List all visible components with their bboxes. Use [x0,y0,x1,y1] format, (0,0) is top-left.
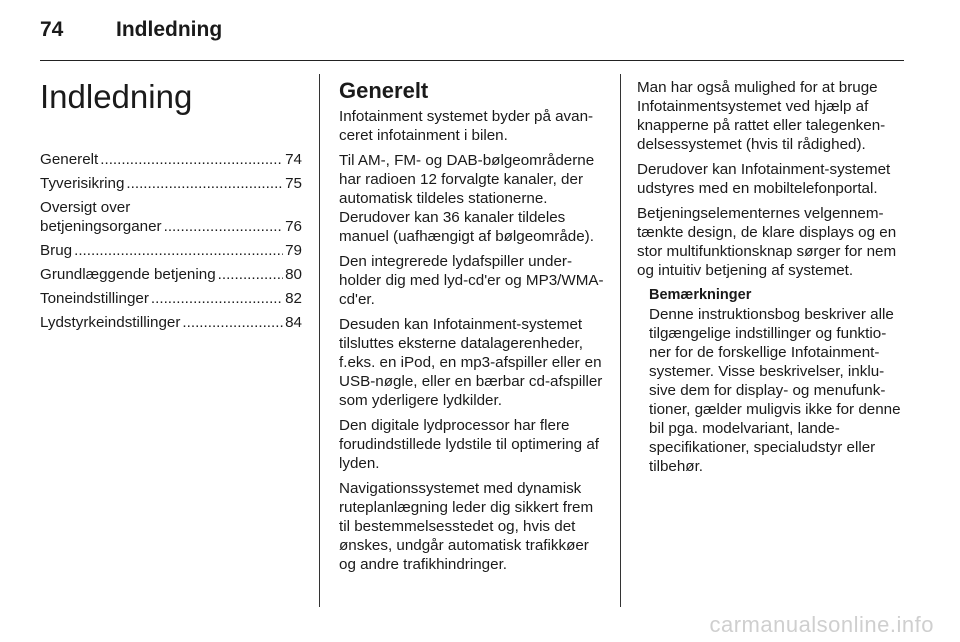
toc-item-grundlaeggende-betjening[interactable]: Grundlæggende betjening ..... 80 [40,265,302,284]
page-number: 74 [40,18,64,41]
section-title: Generelt [339,78,429,103]
column-divider-2 [620,74,621,607]
paragraph: Navigationssystemet med dynamisk ruteplanlægning leder dig sikkert frem til bestemmelsesstedet og, hvis det ønskes, undgår automatisk trafikkøer og andre trafikhindringer. [339,480,594,573]
page-header [40,18,222,42]
toc-item-oversigt[interactable]: Oversigt over betjeningsorganer ..... 76 [40,198,302,236]
running-title: Indledning [116,18,223,41]
header-rule [40,60,904,61]
table-of-contents [40,150,302,332]
column-divider-1 [319,74,320,607]
paragraph: Den digitale lydprocessor har flere forudindstillede lydstile til optimering af lyden. [339,417,600,472]
paragraph: Til AM-, FM- og DAB-bølgeområderne har radioen 12 forvalgte kanaler, der automatisk tildeles stationerne. Derudover kan 36 kanaler tildeles manuel (uafhængigt af bølgeområde). [339,152,595,245]
toc-item-tyverisikring[interactable]: Tyverisikring ..... 75 [40,174,302,193]
toc-item-generelt[interactable]: Generelt ..... 74 [40,150,302,169]
paragraph: Derudover kan Infotainment-systemet udstyres med en mobiltelefonportal. [637,161,891,197]
paragraph: Betjeningselementernes velgennemtænkte design, de klare displays og en stor multifunktionsknap sørger for nem og intuitiv betjening af systemet. [637,205,897,279]
toc-item-toneindstillinger[interactable]: Toneindstillinger ..... 82 [40,289,302,308]
text-column-2 [339,78,605,580]
note-title: Bemærkninger [649,287,752,303]
toc-column [40,78,302,337]
paragraph: Desuden kan Infotainment-systemet tilsluttes eksterne datalagerenheder, f.eks. en iPod, en mp3-afspiller eller en USB-nøgle, eller en bærbar cd-afspiller som yderligere lydkilder. [339,316,603,409]
note-box [649,286,903,476]
paragraph: Den integrerede lydafspiller underholder dig med lyd-cd'er og MP3/​WMA-cd'er. [339,253,604,308]
note-text: Denne instruktionsbog beskriver alle tilgængelige indstillinger og funktioner for de forskellige Infotainment-systemer. Visse beskrivelser, inklusive dem for display- og menufunktioner, gælder muligvis ikke for denne bil pga. modelvariant, landespecifikationer, specialudstyr eller tilbehør. [649,306,901,475]
chapter-title: Indledning [40,78,193,115]
toc-item-brug[interactable]: Brug ..... 79 [40,241,302,260]
watermark: carmanualsonline.info [709,612,934,637]
toc-item-lydstyrkeindstillinger[interactable]: Lydstyrkeindstillinger ..... 84 [40,313,302,332]
paragraph: Man har også mulighed for at bruge Infotainmentsystemet ved hjælp af knapperne på rattet eller talegenkendelsessystemet (hvis til rådighed). [637,79,886,153]
paragraph: Infotainment systemet byder på avanceret infotainment i bilen. [339,108,594,144]
text-column-3 [637,78,903,476]
